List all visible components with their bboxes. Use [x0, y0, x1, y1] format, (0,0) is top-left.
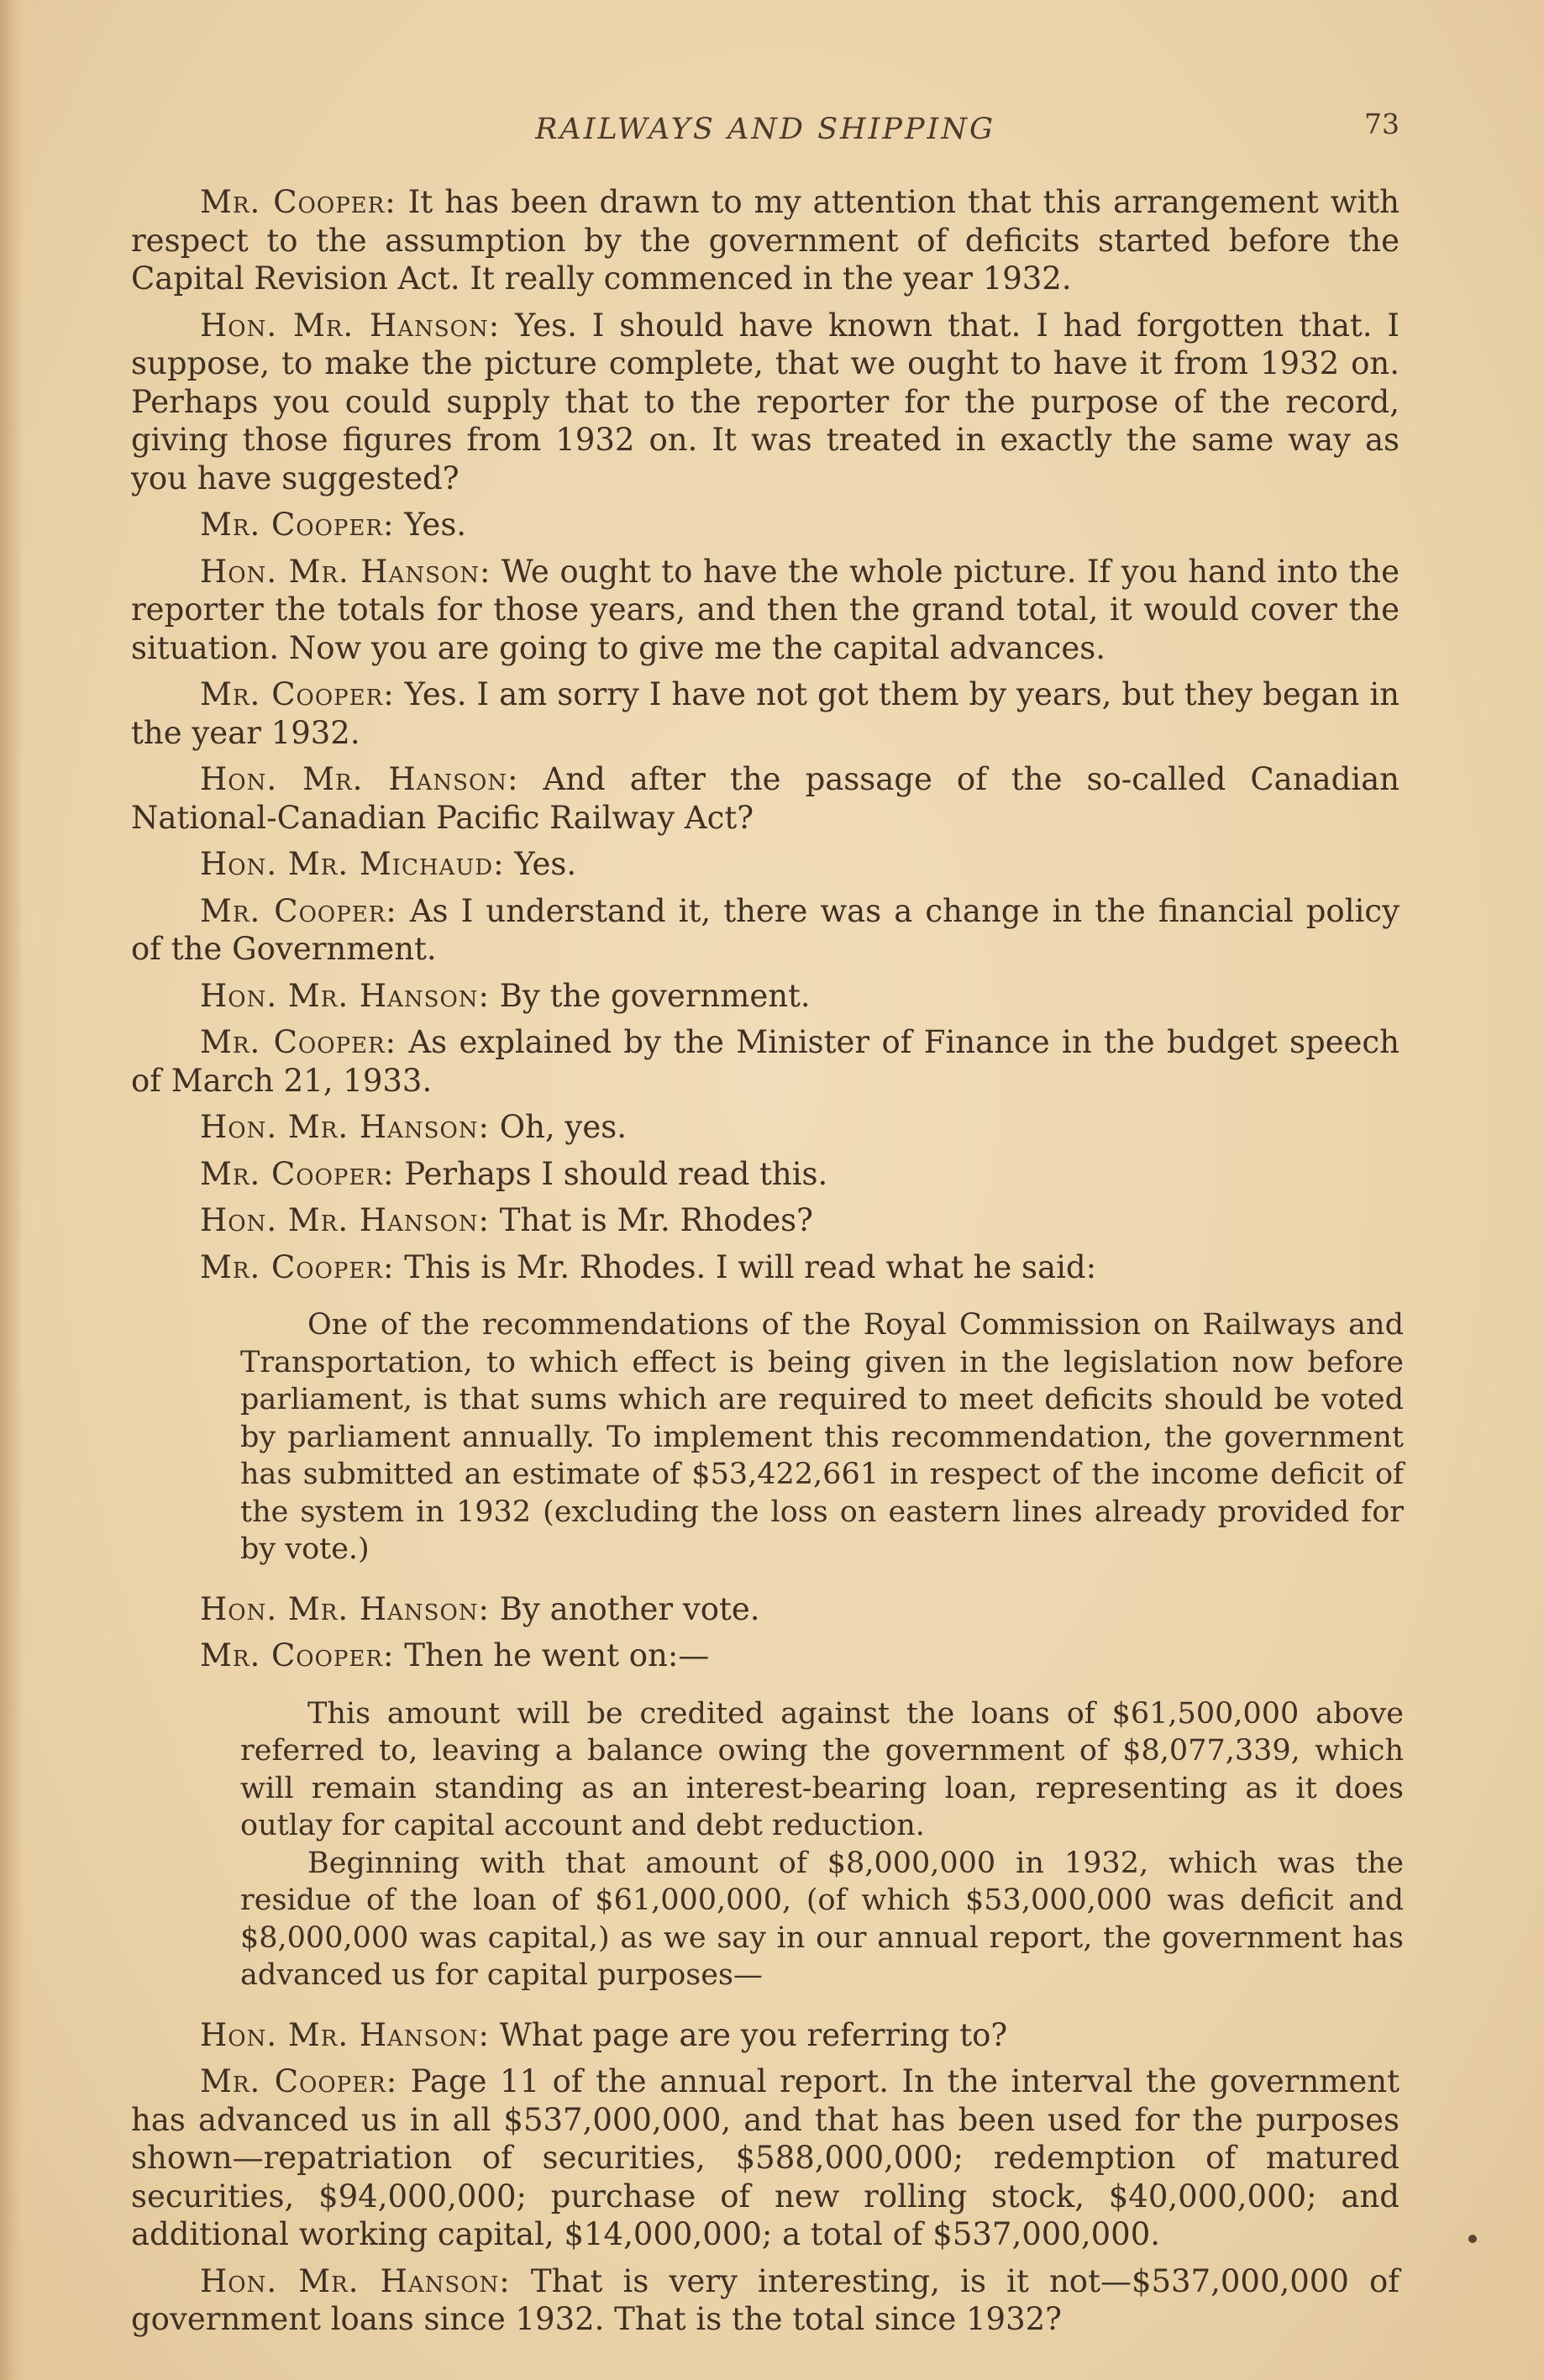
speaker-name: Mr. Cooper:: [200, 1155, 395, 1192]
speaker-name: Hon. Mr. Hanson:: [200, 1590, 490, 1627]
page-body: [131, 183, 1404, 2347]
paragraph: [131, 2016, 1400, 2055]
speech-text: By the government.: [489, 977, 811, 1014]
speaker-name: Mr. Cooper:: [200, 1024, 397, 1060]
speaker-name: Hon. Mr. Hanson:: [200, 977, 490, 1014]
quote-paragraph: Beginning with that amount of $8,000,000 in 1932, which was the residue of the loan of $61,000,000, (of which $53,000,000 was deficit and $8,000,000 was capital,) as we say in our annual report, the government has advanced us for capital purposes—: [240, 1846, 1404, 1992]
speaker-name: Mr. Cooper:: [200, 2063, 398, 2099]
paragraph: [131, 675, 1400, 752]
speech-text: What page are you referring to?: [489, 2016, 1008, 2053]
speaker-name: Hon. Mr. Hanson:: [200, 2016, 490, 2053]
speaker-name: Mr. Cooper:: [200, 892, 397, 929]
ink-speck: [1468, 2235, 1477, 2243]
speech-text: Page 11 of the annual report. In the interval the government has advanced us in all $537,000,000, and that has been used for the purposes shown—repatriation of securities, $588,000,000; redemption of matured securities, $94,000,000; purchase of new rolling stock, $40,000,000; and additional working capital, $14,000,000; a total of $537,000,000.: [131, 2063, 1400, 2252]
speaker-name: Hon. Mr. Michaud:: [200, 846, 505, 882]
paragraph: [131, 2262, 1400, 2339]
speaker-name: Mr. Cooper:: [200, 1637, 395, 1673]
paragraph: [131, 1201, 1400, 1240]
speech-text: Perhaps I should read this.: [394, 1155, 828, 1192]
speech-text: We ought to have the whole picture. If you hand into the reporter the totals for those years, and then the grand total, it would cover the situation. Now you are going to give me the capital advances.: [131, 553, 1400, 666]
speech-text: As I understand it, there was a change in the financial policy of the Government.: [131, 892, 1400, 967]
speaker-name: Hon. Mr. Hanson:: [200, 553, 491, 590]
page-number: 73: [1364, 108, 1400, 140]
speech-text: It has been drawn to my attention that this arrangement with respect to the assumption by the government of deficits started before the Capital Revision Act. It really commenced in the year 1932.: [131, 184, 1400, 297]
speaker-name: Hon. Mr. Hanson:: [200, 307, 501, 344]
paragraph: [131, 183, 1400, 298]
speaker-name: Hon. Mr. Hanson:: [200, 761, 519, 797]
speech-text: Yes.: [394, 507, 467, 543]
paragraph: [131, 892, 1400, 969]
paragraph: [131, 977, 1400, 1016]
speech-text: As explained by the Minister of Finance in the budget speech of March 21, 1933.: [131, 1024, 1400, 1099]
speech-text: Yes. I should have known that. I had forgotten that. I suppose, to make the picture complete, that we ought to have it from 1932 on. Perhaps you could supply that to the reporter for the purpose of the record, giving those figures from 1932 on. It was treated in exactly the same way as you have suggested?: [131, 307, 1400, 496]
speech-text: This is Mr. Rhodes. I will read what he said:: [394, 1248, 1097, 1285]
paragraph: [131, 1155, 1400, 1194]
quote-paragraph: This amount will be credited against the loans of $61,500,000 above referred to, leaving a balance owing the government of $8,077,339, which will remain standing as an interest-bearing loan, representing as it does outlay for capital account and debt reduction.: [240, 1696, 1404, 1842]
paragraph: [131, 506, 1400, 544]
speaker-name: Hon. Mr. Hanson:: [200, 1202, 490, 1238]
block-quote: [240, 1306, 1404, 1568]
speaker-name: Hon. Mr. Hanson:: [200, 2262, 511, 2299]
paragraph: [131, 845, 1400, 884]
speech-text: Yes.: [504, 846, 577, 882]
speaker-name: Mr. Cooper:: [200, 184, 397, 220]
speaker-name: Mr. Cooper:: [200, 1248, 395, 1285]
page-header: [131, 108, 1400, 158]
speaker-name: Mr. Cooper:: [200, 676, 395, 712]
quote-paragraph: One of the recommendations of the Royal Commission on Railways and Transportation, to which effect is being given in the legislation now before parliament, is that sums which are required to meet deficits should be voted by parliament annually. To implement this recommendation, the government has submitted an estimate of $53,422,661 in respect of the income deficit of the system in 1932 (excluding the loss on eastern lines already provided for by vote.): [240, 1308, 1404, 1566]
speech-text: Oh, yes.: [489, 1109, 627, 1145]
speech-text: That is very interesting, is it not—$537,000,000 of government loans since 1932. That is the total since 1932?: [131, 2262, 1400, 2337]
running-head: RAILWAYS AND SHIPPING: [535, 113, 995, 146]
speaker-name: Hon. Mr. Hanson:: [200, 1109, 490, 1145]
paragraph: [131, 1108, 1400, 1147]
paragraph: [131, 2062, 1400, 2254]
speech-text: And after the passage of the so-called Canadian National-Canadian Pacific Railway Act?: [131, 761, 1400, 836]
paragraph: [131, 553, 1400, 668]
block-quote: [240, 1695, 1404, 1994]
speaker-name: Mr. Cooper:: [200, 507, 395, 543]
paragraph: [131, 1590, 1400, 1629]
paragraph: [131, 1023, 1400, 1100]
paragraph: [131, 760, 1400, 837]
paragraph: [131, 1248, 1400, 1287]
speech-text: Then he went on:—: [394, 1637, 710, 1673]
paragraph: [131, 1637, 1400, 1675]
speech-text: That is Mr. Rhodes?: [489, 1202, 813, 1238]
paragraph: [131, 307, 1400, 498]
speech-text: By another vote.: [489, 1590, 760, 1627]
speech-text: Yes. I am sorry I have not got them by years, but they began in the year 1932.: [131, 676, 1400, 751]
